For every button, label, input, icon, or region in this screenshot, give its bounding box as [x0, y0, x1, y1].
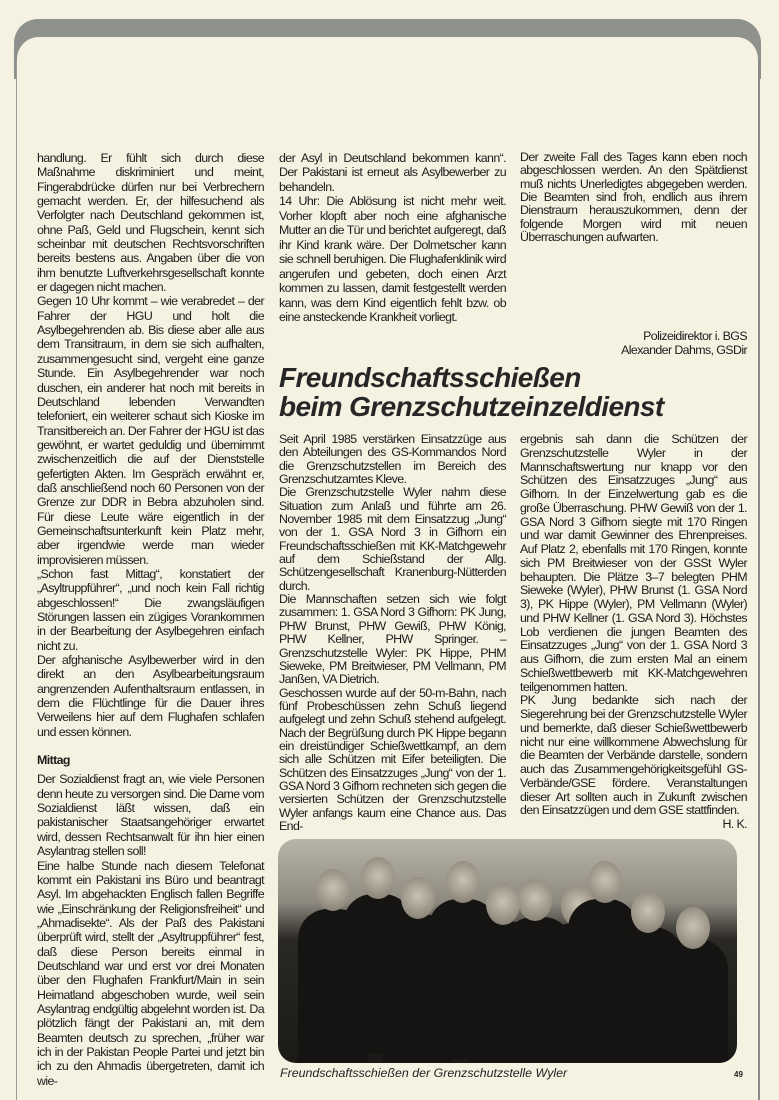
headline-line-1: Freundschaftsschießen	[279, 362, 581, 393]
page-frame-left-rule	[16, 60, 17, 1100]
paragraph: ergebnis sah dann die Schützen der Grenzschutzstelle Wyler in der Mannschaftswertung nur knapp vor den Schützen des Einsatzzuges „Jung“ aus Gifhorn. In der Einzelwertung gab es die große Überraschung. PHW Gewiß von der 1. GSA Nord 3 Gifhorn siegte mit 170 Ringen und war damit Gewinner des Ehrenpreises. Auf Platz 2, ebenfalls mit 170 Ringen, konnte sich PM Breitwieser von der GSSt Wyler behaupten. Die Plätze 3–7 belegten PHM Sieweke (Wyler), PHW Brunst (1. GSA Nord 3), PK Hippe (Wyler), PM Vellmann (Wyler) und PHW Kellner (1. GSA Nord 3). Höchstes Lob verdienen die jungen Beamten des Einsatzzuges „Jung“ von der 1. GSA Nord 3 aus Gifhorn, die zum ersten Mal an einem Schießwettbewerb mit KK-Matchgewehren teilgenommen hatten.	[520, 432, 747, 694]
author-title: Polizeidirektor i. BGS	[643, 329, 747, 344]
person-head	[486, 883, 520, 925]
paragraph: 14 Uhr: Die Ablösung ist nicht mehr weit. Vorher klopft aber noch eine afghanische Mutter an die Tür und berichtet aufgeregt, daß ihr Kind krank wäre. Der Dolmetscher kann sie schnell beruhigen. Die Flughafenklinik wird angerufen und gebeten, doch einen Arzt kommen zu lassen, damit festgestellt werden kann, was dem Kind eigentlich fehlt bzw. ob eine ansteckende Krankheit vorliegt.	[279, 194, 506, 324]
paragraph: der Asyl in Deutschland bekommen kann“. Der Pakistani ist erneut als Asylbewerber zu behandeln.	[279, 151, 506, 194]
group-photo	[278, 839, 737, 1063]
person-body	[658, 939, 728, 1063]
page-frame-right-rule	[758, 60, 760, 1100]
paragraph: Die Mannschaften setzen sich wie folgt zusammen: 1. GSA Nord 3 Gifhorn: PK Jung, PHW Brunst, PHW Gewiß, PHW König, PHW Kellner, PHW Springer. – Grenzschutzstelle Wyler: PK Hippe, PHM Sieweke, PM Breitwieser, PM Vellmann, PM Janßen, VA Dietrich.	[279, 592, 506, 687]
person-head	[446, 861, 480, 903]
person-head	[518, 879, 552, 921]
person-head	[361, 857, 395, 899]
paragraph: Geschossen wurde auf der 50-m-Bahn, nach fünf Probeschüssen zehn Schuß liegend aufgelegt und zehn Schuß stehend aufgelegt. Nach der Begrüßung durch PK Hippe begann ein dreistündiger Schießwettkampf, an dem sich alle Schützen mit Eifer beteiligten. Die Schützen des Einsatzzuges „Jung“ von der 1. GSA Nord 3 Gifhorn rechneten sich gegen die versierten Schützen der Grenzschutzstelle Wyler anfangs kaum eine Chance aus. Das End-	[279, 685, 506, 833]
paragraph: „Schon fast Mittag“, konstatiert der „Asyltruppführer“, „und noch kein Fall richtig abgeschlossen!“ Die zwangsläufigen Störungen lassen ein zügiges Vorankommen in der Bearbeitung der Asylbegehren einfach nicht zu.	[37, 566, 264, 653]
article2-headline	[279, 363, 664, 421]
person-head	[316, 869, 350, 911]
article2-column-left	[279, 433, 506, 833]
paragraph: handlung. Er fühlt sich durch diese Maßnahme diskriminiert und meint, Fingerabdrücke dürfen nur bei Verbrechern gemacht werden. Er, der hilfesuchend als Verfolgter nach Deutschland gekommen ist, ohne Paß, Geld und Flugschein, kennt sich scheinbar mit deutschen Rechtsvorschriften bereits bestens aus. Angaben über die von ihm benutzte Luftverkehrsgesellschaft konnte er dagegen nicht machen.	[37, 151, 264, 295]
person-head	[631, 891, 665, 933]
article1-column-3	[520, 151, 747, 357]
paragraph: Der Sozialdienst fragt an, wie viele Personen denn heute zu versorgen sind. Die Dame vom Sozialdienst läßt wissen, daß ein pakistanischer Staatsangehöriger erwartet wird, dessen Rechtsanwalt für ihn hier einen Asylantrag stellen soll!	[37, 772, 264, 859]
photo-caption: Freundschaftsschießen der Grenzschutzstelle Wyler	[280, 1066, 568, 1080]
paragraph: Der zweite Fall des Tages kann eben noch abgeschlossen werden. An den Spätdienst muß nichts Unerledigtes abgegeben werden. Die Beamten sind froh, endlich aus ihrem Dienstraum herauszukommen, denn der folgende Morgen wird mit neuen Überraschungen aufwarten.	[520, 150, 747, 245]
article1-column-2	[279, 151, 506, 324]
paragraph: Eine halbe Stunde nach diesem Telefonat kommt ein Pakistani ins Büro und beantragt Asyl. Im abgehackten Englisch fallen Begriffe wie „Einschränkung der Religionsfreiheit“ und „Ahmadisekte“. Als der Paß des Pakistani überprüft wird, stellt der „Asyltruppführer“ fest, daß diese Person bereits einmal in Deutschland war und erst vor drei Monaten über den Flughafen Frankfurt/Main in sein Heimatland abgeschoben wurde, weil sein Asylantrag endgültig abgelehnt worden ist. Da plötzlich fängt der Pakistani an, mit dem Beamten deutsch zu sprechen, „früher war ich in der Pakistan People Partei und jetzt bin ich zu den Ahmadis übergetreten, damit ich wie-	[37, 858, 264, 1088]
paragraph: Gegen 10 Uhr kommt – wie verabredet – der Fahrer der HGU und holt die Asylbegehrenden ab. Bis diese aber alle aus dem Transitraum, in dem sie sich aufhalten, zusammengesucht sind, vergeht eine ganze Stunde. Ein Asylbegehrender war noch duschen, ein anderer hat noch mit bereits in Deutschland lebenden Verwandten telefoniert, ein weiterer schaut sich Kioske im Transitbereich an. Der Fahrer der HGU ist das gewöhnt, er wartet geduldig und übernimmt zwischenzeitlich die auf der Dienststelle gefertigten Akten. Im Gespräch erwähnt er, daß anschließend noch 60 Personen von der Grenze zur DDR in Bebra abzuholen sind. Für diese Leute wäre eigentlich in der Gemeinschaftsunterkunft kein Platz mehr, aber irgendwie werde man wieder improvisieren müssen.	[37, 294, 264, 567]
page-number: 49	[734, 1070, 743, 1079]
headline-line-2: beim Grenzschutzeinzeldienst	[279, 391, 664, 422]
paragraph: Seit April 1985 verstärken Einsatzzüge aus den Abteilungen des GS-Kommandos Nord die Grenzschutzstellen im Bereich des Grenzschutzamtes Kleve.	[279, 432, 506, 487]
author-initials: H. K.	[722, 817, 747, 831]
person-head	[588, 861, 622, 903]
person-head	[401, 877, 435, 919]
author-name: Alexander Dahms, GSDir	[621, 342, 747, 357]
paragraph: Die Grenzschutzstelle Wyler nahm diese Situation zum Anlaß und führte am 26. November 1985 mit dem Einsatzzug „Jung“ von der 1. GSA Nord 3 in Gifhorn ein Freundschaftsschießen mit KK-Matchgewehr auf dem Schießstand der Allg. Schützengesellschaft Kranenburg-Nütterden durch.	[279, 485, 506, 593]
subheading-mittag: Mittag	[37, 753, 70, 768]
paragraph: Der afghanische Asylbewerber wird in den direkt an den Asylbearbeitungsraum angrenzenden Aufenthaltsraum entlassen, in dem die Flüchtlinge für die Dauer ihres Verweilens hier auf dem Flughafen schlafen und essen können.	[37, 653, 264, 739]
article2-column-right	[520, 433, 747, 832]
person-head	[676, 907, 710, 949]
paragraph-text: PK Jung bedankte sich nach der Siegerehrung bei der Grenzschutzstelle Wyler und bemerkte, daß dieser Schießwettbewerb nicht nur eine willkommene Abwechslung für die Beamten der Verbände darstelle, sondern auch das Zusammengehörigkeitsgefühl GS-Verbände/GSE fördere. Veranstaltungen dieser Art sollten auch in Zukunft zwischen den Einsatzzügen und dem GSE stattfinden.	[520, 693, 747, 818]
page-frame-inner	[17, 37, 758, 117]
article1-column-1	[37, 151, 264, 1088]
